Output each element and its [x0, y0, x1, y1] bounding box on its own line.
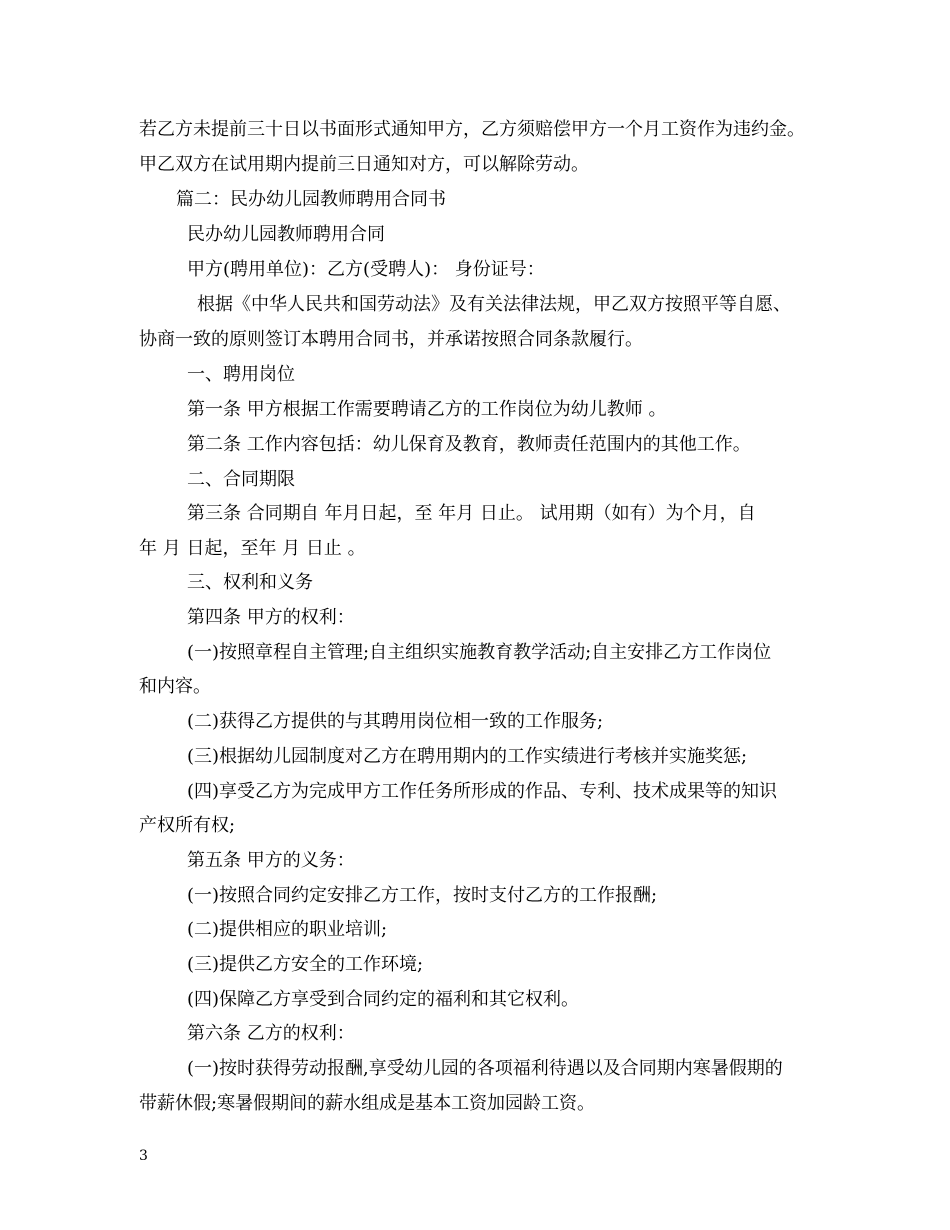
- list-item: (三)根据幼儿园制度对乙方在聘用期内的工作实绩进行考核并实施奖惩;: [187, 746, 748, 767]
- clause-line: 第六条 乙方的权利：: [187, 1023, 355, 1044]
- list-item: (四)保障乙方享受到合同约定的福利和其它权利。: [187, 989, 580, 1010]
- list-item: (四)享受乙方为完成甲方工作任务所形成的作品、专利、技术成果等的知识: [187, 781, 778, 802]
- list-item: (三)提供乙方安全的工作环境;: [187, 954, 424, 975]
- section-heading: 三、权利和义务: [187, 572, 313, 593]
- clause-line: 第一条 甲方根据工作需要聘请乙方的工作岗位为幼儿教师 。: [187, 399, 667, 420]
- text-line: 和内容。: [139, 676, 211, 697]
- clause-line: 第五条 甲方的义务：: [187, 850, 355, 871]
- section-heading: 一、聘用岗位: [187, 364, 295, 385]
- list-item: (一)按照合同约定安排乙方工作，按时支付乙方的工作报酬;: [187, 885, 658, 906]
- parties-line: 甲方(聘用单位)：乙方(受聘人)： 身份证号：: [187, 259, 545, 280]
- text-line: 甲乙双方在试用期内提前三日通知对方，可以解除劳动。: [139, 154, 589, 175]
- text-line: 带薪休假;寒暑假期间的薪水组成是基本工资加园龄工资。: [139, 1093, 596, 1114]
- text-line: 协商一致的原则签订本聘用合同书，并承诺按照合同条款履行。: [139, 329, 643, 350]
- clause-line: 第四条 甲方的权利：: [187, 607, 355, 628]
- section-heading: 二、合同期限: [187, 469, 295, 490]
- text-line: 若乙方未提前三十日以书面形式通知甲方，乙方须赔偿甲方一个月工资作为违约金。: [139, 119, 805, 140]
- list-item: (一)按照章程自主管理;自主组织实施教育教学活动;自主安排乙方工作岗位: [187, 642, 772, 663]
- list-item: (二)获得乙方提供的与其聘用岗位相一致的工作服务;: [187, 711, 604, 732]
- text-line: 产权所有权;: [139, 815, 236, 836]
- clause-line: 第三条 合同期自 年月日起，至 年月 日止。 试用期（如有）为个月，自: [187, 503, 756, 524]
- text-line: 年 月 日起，至年 月 日止 。: [139, 538, 366, 559]
- clause-line: 第二条 工作内容包括：幼儿保育及教育，教师责任范围内的其他工作。: [187, 434, 751, 455]
- contract-title: 民办幼儿园教师聘用合同: [187, 224, 385, 245]
- list-item: (一)按时获得劳动报酬,享受幼儿园的各项福利待遇以及合同期内寒暑假期的: [187, 1058, 783, 1079]
- text-line: 根据《中华人民共和国劳动法》及有关法律法规，甲乙双方按照平等自愿、: [197, 294, 791, 315]
- page-number: 3: [139, 1148, 148, 1164]
- section-heading: 篇二：民办幼儿园教师聘用合同书: [176, 189, 446, 210]
- list-item: (二)提供相应的职业培训;: [187, 919, 388, 940]
